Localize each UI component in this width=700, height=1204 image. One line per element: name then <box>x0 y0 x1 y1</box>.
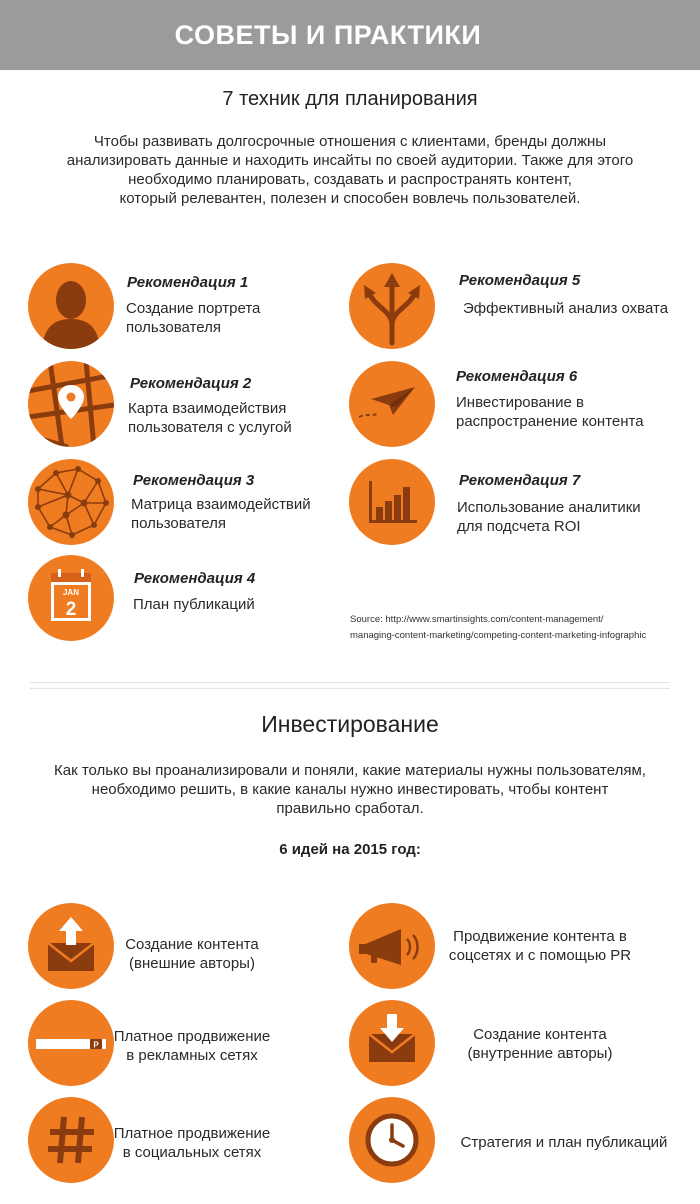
source-line: Source: http://www.smartinsights.com/content-management/ <box>350 614 604 625</box>
calendar-icon <box>28 555 114 641</box>
ad-bar-icon <box>28 1000 114 1086</box>
idea-line: Стратегия и план публикаций <box>460 1134 668 1151</box>
recommendation-4-heading: Рекомендация 4 <box>134 570 256 587</box>
idea-line: (внешние авторы) <box>129 955 255 972</box>
recommendation-2-heading: Рекомендация 2 <box>130 375 252 392</box>
recommendation-line: распространение контента <box>456 413 644 430</box>
idea-5-text <box>440 1025 640 1063</box>
recommendation-2-text <box>128 399 292 437</box>
recommendation-5-heading: Рекомендация 5 <box>459 272 581 289</box>
banner-title: СОВЕТЫ И ПРАКТИКИ <box>174 19 482 50</box>
recommendation-line: Создание портрета <box>126 300 261 317</box>
diverging-arrows-icon <box>349 263 435 349</box>
idea-line: в рекламных сетях <box>126 1047 258 1064</box>
recommendation-3-heading: Рекомендация 3 <box>133 472 255 489</box>
recommendation-line: Карта взаимодействия <box>128 400 287 417</box>
clock-icon <box>349 1097 435 1183</box>
bar-chart-icon <box>349 459 435 545</box>
idea-line: Продвижение контента в <box>453 928 627 945</box>
idea-line: Платное продвижение <box>113 1125 271 1142</box>
envelope-download-icon <box>349 1000 435 1086</box>
recommendation-line: Матрица взаимодействий <box>131 496 311 513</box>
recommendation-line: пользователя с услугой <box>128 419 292 436</box>
idea-4-text <box>440 927 640 965</box>
idea-line: Создание контента <box>473 1026 607 1043</box>
recommendation-6-heading: Рекомендация 6 <box>456 368 578 385</box>
idea-2-text <box>112 1027 272 1065</box>
section-divider <box>30 682 670 689</box>
ad-bar-letter: P <box>93 1040 99 1050</box>
planning-title: 7 техник для планирования <box>222 88 478 110</box>
intro-line: который релевантен, полезен и способен вовлечь пользователей. <box>119 190 581 207</box>
recommendation-5-text <box>463 299 668 318</box>
envelope-upload-icon <box>28 903 114 989</box>
recommendation-1-text <box>126 299 260 337</box>
source-citation <box>350 612 646 644</box>
recommendation-7-heading: Рекомендация 7 <box>459 472 581 489</box>
intro-line: Как только вы проанализировали и поняли, какие материалы нужны пользователям, <box>54 762 646 779</box>
network-icon <box>28 459 114 545</box>
source-line: managing-content-marketing/competing-content-marketing-infographic <box>350 630 647 641</box>
recommendation-4-text <box>133 595 255 614</box>
map-pin-icon <box>28 361 114 447</box>
planning-intro <box>20 132 680 208</box>
idea-line: Платное продвижение <box>113 1028 271 1045</box>
idea-6-text <box>448 1133 680 1152</box>
recommendation-7-text <box>457 498 641 536</box>
recommendation-line: пользователя <box>126 319 221 336</box>
recommendation-line: Использование аналитики <box>457 499 641 516</box>
recommendation-line: Эффективный анализ охвата <box>463 300 669 317</box>
intro-line: анализировать данные и находить инсайты по своей аудитории. Также для этого <box>66 152 634 169</box>
investing-title: Инвестирование <box>261 711 439 737</box>
recommendation-1-heading: Рекомендация 1 <box>127 274 249 291</box>
idea-line: в социальных сетях <box>122 1144 262 1161</box>
recommendation-3-text <box>131 495 311 533</box>
intro-line: необходимо решить, в какие каналы нужно инвестировать, чтобы контент <box>91 781 609 798</box>
recommendation-line: пользователя <box>131 515 226 532</box>
recommendation-6-text <box>456 393 644 431</box>
intro-line: правильно сработал. <box>276 800 424 817</box>
recommendation-line: Инвестирование в <box>456 394 584 411</box>
intro-line: необходимо планировать, создавать и распространять контент, <box>128 171 572 188</box>
megaphone-icon <box>349 903 435 989</box>
header-banner <box>0 0 700 70</box>
user-silhouette-icon <box>28 263 114 349</box>
idea-line: соцсетях и с помощью PR <box>448 947 632 964</box>
calendar-month: JAN <box>62 588 80 597</box>
calendar-day: 2 <box>65 599 77 620</box>
intro-line: Чтобы развивать долгосрочные отношения с клиентами, бренды должны <box>93 133 607 150</box>
hashtag-icon <box>28 1097 114 1183</box>
idea-line: (внутренние авторы) <box>467 1045 613 1062</box>
investing-intro <box>20 761 680 818</box>
ideas-subheading: 6 идей на 2015 год: <box>279 841 421 858</box>
idea-3-text <box>112 1124 272 1162</box>
idea-1-text <box>112 935 272 973</box>
recommendation-line: План публикаций <box>133 596 255 613</box>
idea-line: Создание контента <box>125 936 259 953</box>
paper-plane-icon <box>349 361 435 447</box>
recommendation-line: для подсчета ROI <box>457 518 581 535</box>
